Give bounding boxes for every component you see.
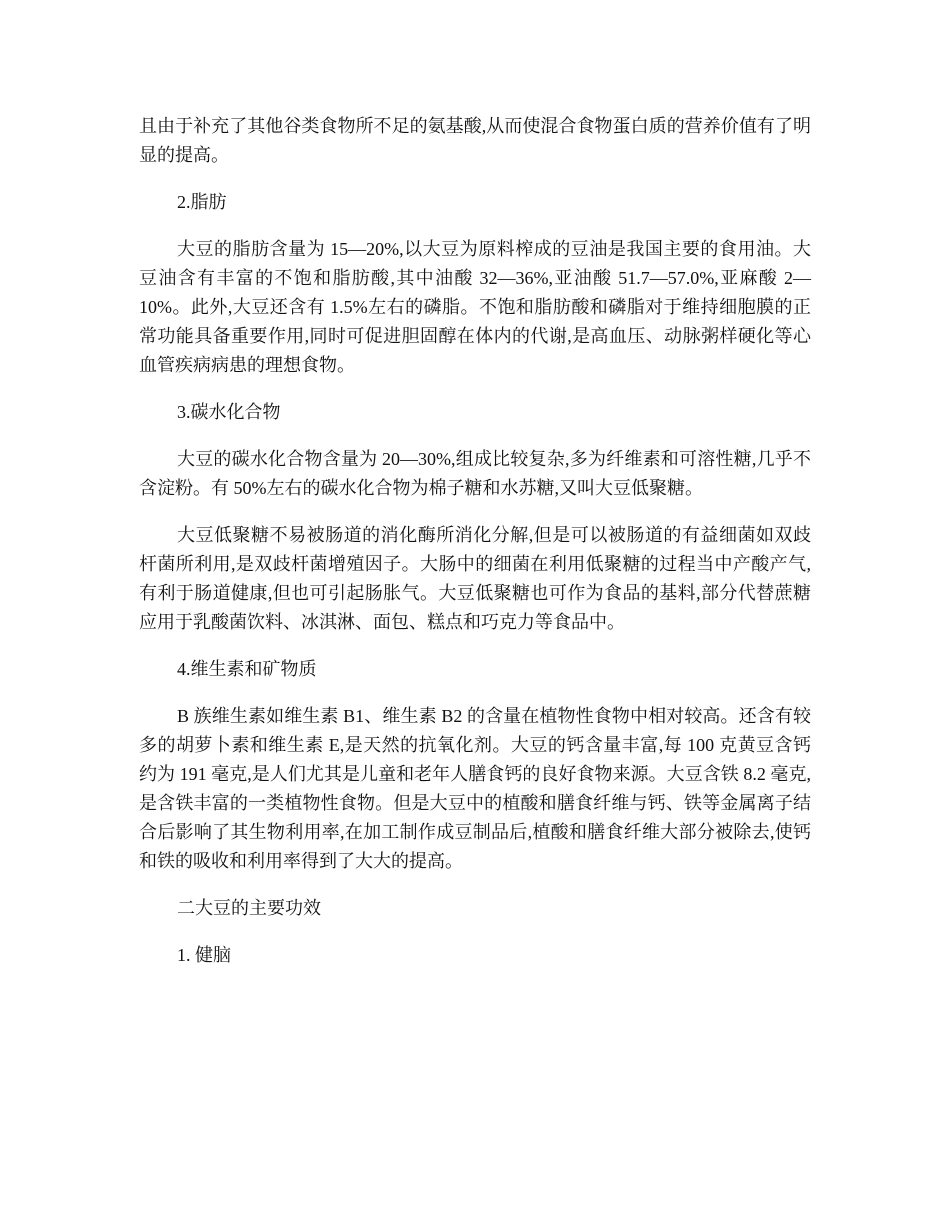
heading-carbohydrates: 3.碳水化合物: [177, 402, 281, 422]
heading-main-benefits: 二大豆的主要功效: [177, 898, 321, 918]
document-page: [139, 112, 811, 988]
heading-vitamins-minerals: 4.维生素和矿物质: [177, 659, 317, 679]
paragraph-amino-acid-continuation: 且由于补充了其他谷类食物所不足的氨基酸,从而使混合食物蛋白质的营养价值有了明显的提高。: [139, 116, 811, 165]
paragraph-fat-content: 大豆的脂肪含量为 15—20%,以大豆为原料榨成的豆油是我国主要的食用油。大豆油含有丰富的不饱和脂肪酸,其中油酸 32—36%,亚油酸 51.7—57.0%,亚麻酸 2—10%。此外,大豆还含有 1.5%左右的磷脂。不饱和脂肪酸和磷脂对于维持细胞膜的正常功能具备重要作用,同时可促进胆固醇在体内的代谢,是高血压、动脉粥样硬化等心血管疾病病患的理想食物。: [139, 239, 811, 375]
paragraph-vitamins-minerals: B 族维生素如维生素 B1、维生素 B2 的含量在植物性食物中相对较高。还含有较多的胡萝卜素和维生素 E,是天然的抗氧化剂。大豆的钙含量丰富,每 100 克黄豆含钙约为 191 毫克,是人们尤其是儿童和老年人膳食钙的良好食物来源。大豆含铁 8.2 毫克,是含铁丰富的一类植物性食物。但是大豆中的植酸和膳食纤维与钙、铁等金属离子结合后影响了其生物利用率,在加工制作成豆制品后,植酸和膳食纤维大部分被除去,使钙和铁的吸收和利用率得到了大大的提高。: [139, 706, 811, 871]
heading-fat: 2.脂肪: [177, 192, 227, 212]
paragraph-carbohydrate-content: 大豆的碳水化合物含量为 20—30%,组成比较复杂,多为纤维素和可溶性糖,几乎不含淀粉。有 50%左右的碳水化合物为棉子糖和水苏糖,又叫大豆低聚糖。: [139, 449, 811, 498]
heading-brain-health: 1. 健脑: [177, 945, 231, 965]
paragraph-oligosaccharides: 大豆低聚糖不易被肠道的消化酶所消化分解,但是可以被肠道的有益细菌如双歧杆菌所利用,是双歧杆菌增殖因子。大肠中的细菌在利用低聚糖的过程当中产酸产气,有利于肠道健康,但也可引起肠胀气。大豆低聚糖也可作为食品的基料,部分代替蔗糖应用于乳酸菌饮料、冰淇淋、面包、糕点和巧克力等食品中。: [139, 525, 811, 632]
